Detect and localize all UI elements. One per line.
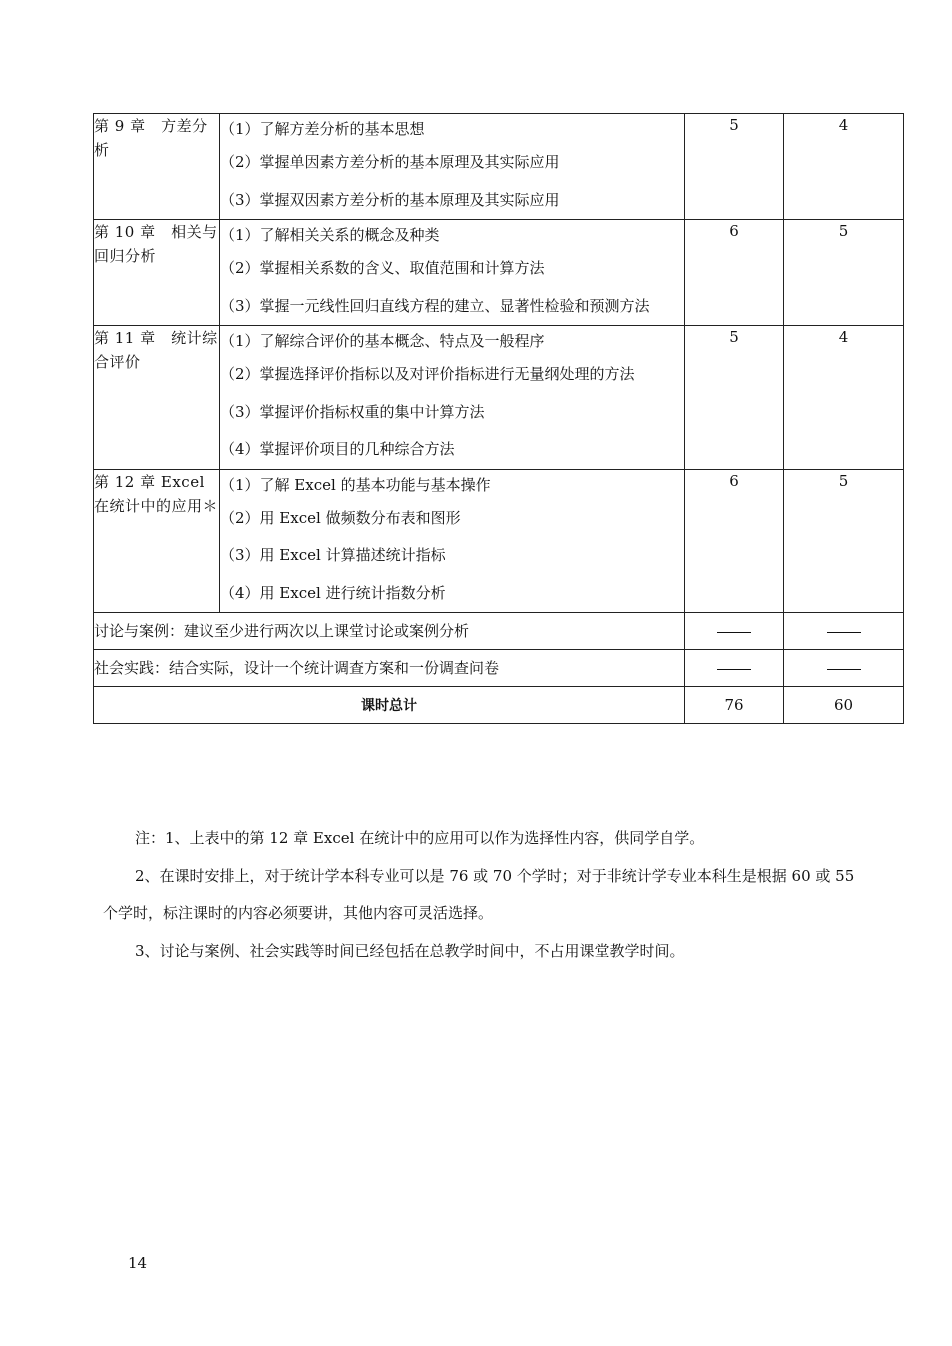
dash-cell [685,613,784,650]
objective-item: （2）掌握单因素方差分析的基本原理及其实际应用 [220,153,560,171]
dash-mark [717,669,751,670]
table-row [94,114,904,220]
dash-mark [827,632,861,633]
objective-item: （1）了解相关关系的概念及种类 [220,226,440,244]
chapter-title: 第 11 章 统计综合评价 [94,326,220,470]
hours-col2: 5 [784,220,904,326]
objective-item: （1）了解 Excel 的基本功能与基本操作 [220,475,491,494]
table-row [94,326,904,470]
hours-col1: 5 [685,326,784,470]
hours-col2: 4 [784,326,904,470]
objective-item: （4）用 Excel 进行统计指数分析 [220,583,446,602]
objectives-cell [220,114,685,220]
page-number: 14 [128,1254,148,1272]
hours-col1: 5 [685,114,784,220]
dash-cell [784,650,904,687]
hours-col2: 5 [784,469,904,613]
hours-col1: 6 [685,469,784,613]
objectives-cell [220,326,685,470]
chapter-title: 第 10 章 相关与回归分析 [94,220,220,326]
chapter-title: 第 9 章 方差分析 [94,114,220,220]
table-row [94,469,904,613]
total-col1: 76 [685,687,784,724]
table-row [94,220,904,326]
practice-row-label: 社会实践：结合实际，设计一个统计调查方案和一份调查问卷 [94,650,685,687]
objective-item: （2）掌握选择评价指标以及对评价指标进行无量纲处理的方法 [220,365,635,383]
notes-section [103,820,863,970]
dash-cell [685,650,784,687]
objective-item: （4）掌握评价项目的几种综合方法 [220,440,455,458]
note-1: 注：1、上表中的第 12 章 Excel 在统计中的应用可以作为选择性内容，供同学自学。 [135,829,705,847]
table-row [94,613,904,650]
dash-cell [784,613,904,650]
objective-item: （3）掌握双因素方差分析的基本原理及其实际应用 [220,190,560,209]
objective-item: （3）掌握评价指标权重的集中计算方法 [220,402,485,421]
total-label: 课时总计 [94,687,685,724]
note-2: 2、在课时安排上，对于统计学本科专业可以是 76 或 70 个学时；对于非统计学专业本科生是根据 60 或 55 个学时，标注课时的内容必须要讲，其他内容可灵活选择。 [103,866,855,922]
hours-col2: 4 [784,114,904,220]
discussion-row-label: 讨论与案例：建议至少进行两次以上课堂讨论或案例分析 [94,613,685,650]
table-row [94,687,904,724]
dash-mark [717,632,751,633]
objective-item: （3）用 Excel 计算描述统计指标 [220,546,446,564]
objective-item: （2）用 Excel 做频数分布表和图形 [220,508,461,527]
objective-item: （1）了解综合评价的基本概念、特点及一般程序 [220,332,545,350]
objectives-cell [220,469,685,613]
objective-item: （1）了解方差分析的基本思想 [220,120,425,138]
table-row [94,650,904,687]
chapter-title: 第 12 章 Excel 在统计中的应用＊ [94,469,220,613]
objective-item: （2）掌握相关系数的含义、取值范围和计算方法 [220,259,545,277]
objective-item: （3）掌握一元线性回归直线方程的建立、显著性检验和预测方法 [220,296,650,315]
hours-col1: 6 [685,220,784,326]
note-3: 3、讨论与案例、社会实践等时间已经包括在总教学时间中，不占用课堂教学时间。 [135,941,685,960]
syllabus-table [93,113,904,724]
objectives-cell [220,220,685,326]
dash-mark [827,669,861,670]
total-col2: 60 [784,687,904,724]
